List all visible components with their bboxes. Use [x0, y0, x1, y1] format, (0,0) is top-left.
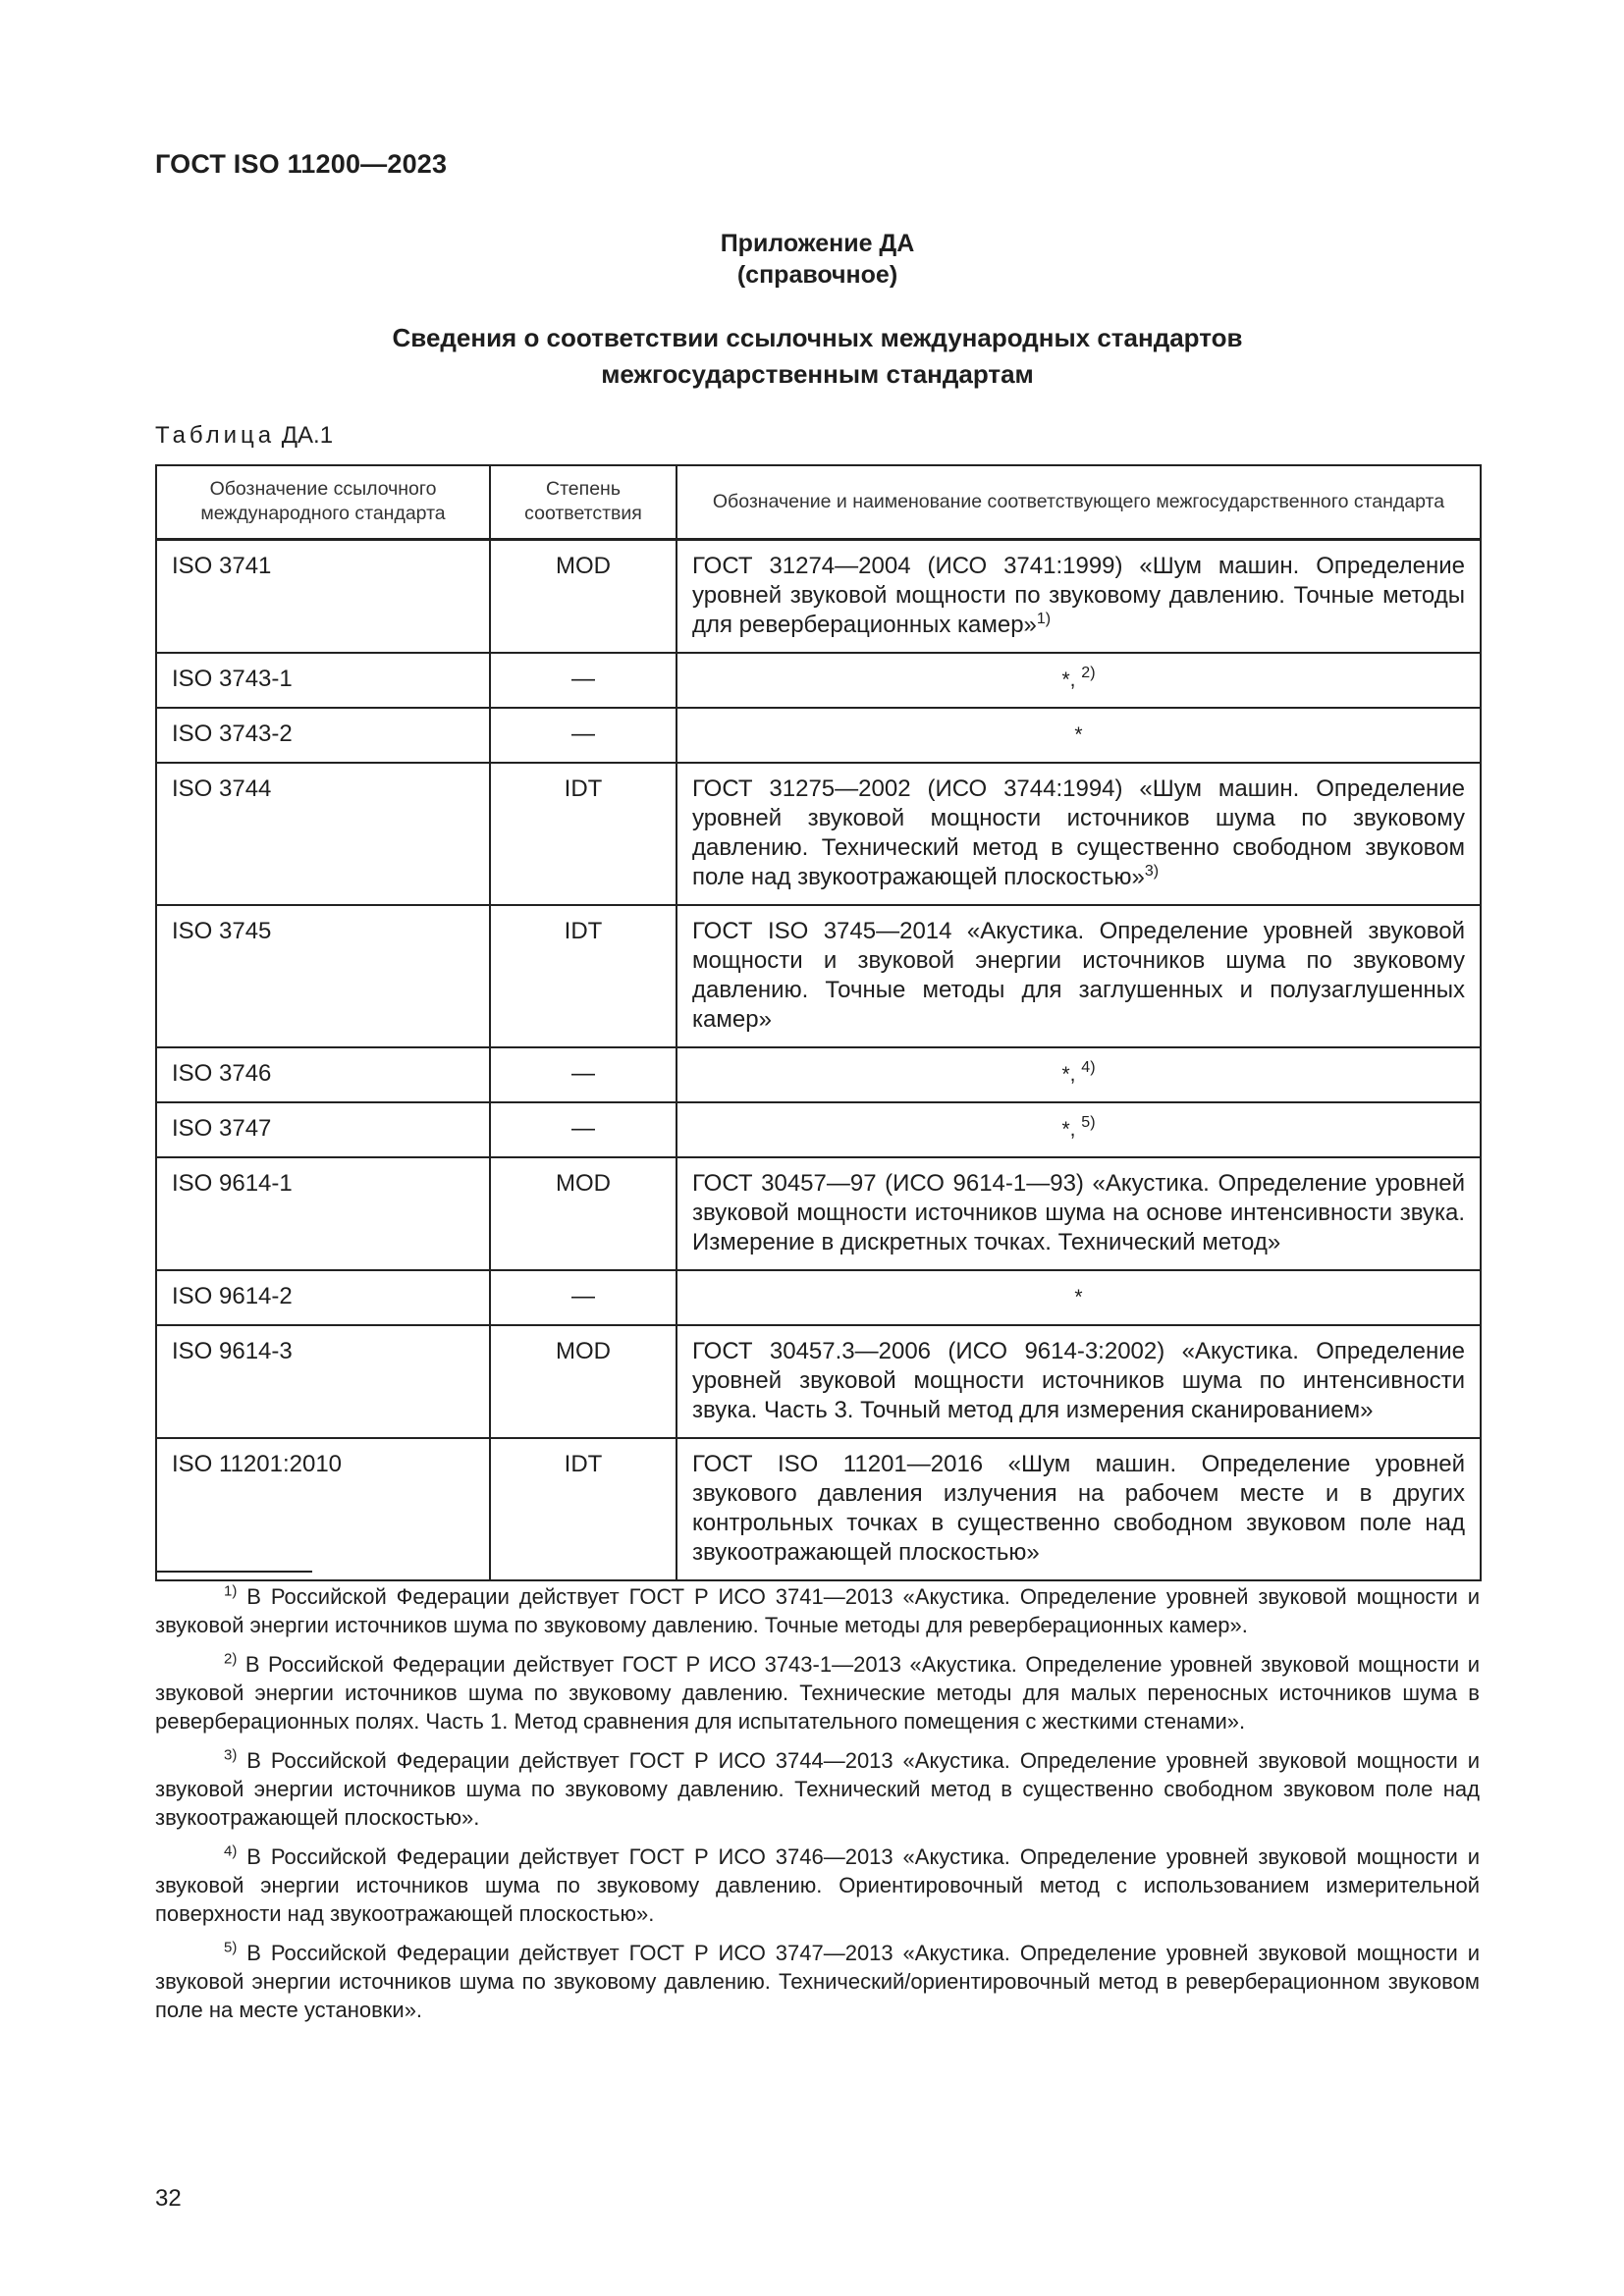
conformity-degree-cell: IDT [490, 905, 677, 1047]
interstate-standard-cell [677, 905, 1481, 1047]
footnote-mark: 1) [224, 1582, 238, 1600]
table-row [156, 763, 1481, 905]
conformity-degree-cell: — [490, 1102, 677, 1157]
footnote [155, 1842, 1480, 1928]
footnote-reference: 2) [1081, 665, 1096, 681]
conformity-degree-cell: — [490, 708, 677, 763]
footnote [155, 1939, 1480, 2024]
table-row [156, 708, 1481, 763]
table-row [156, 1438, 1481, 1580]
interstate-standard-name: ГОСТ 31274—2004 (ИСО 3741:1999) «Шум машин. Определение уровней звуковой мощности по звуковому давлению. Точные методы для реверберационных камер» [692, 553, 1465, 638]
footnote-reference: 4) [1081, 1059, 1096, 1076]
column-header-reference: Обозначение ссылочного международного стандарта [156, 465, 490, 540]
annex-title: Приложение ДА [720, 230, 915, 257]
reference-standard-cell: ISO 3741 [156, 540, 490, 654]
interstate-standard-cell [677, 1438, 1481, 1580]
reference-standard-cell: ISO 3744 [156, 763, 490, 905]
reference-standard-cell: ISO 9614-2 [156, 1270, 490, 1325]
annex-heading-line-2: межгосударственным стандартам [601, 359, 1034, 389]
table-row [156, 1047, 1481, 1102]
interstate-standard-name: ГОСТ 31275—2002 (ИСО 3744:1994) «Шум машин. Определение уровней звуковой мощности источников шума по звуковому давлению. Технический метод в существенно свободном звуковом поле над звукоотражающей плоскостью» [692, 775, 1465, 890]
table-row [156, 540, 1481, 654]
footnote-separator [155, 1571, 312, 1573]
footnote-text: В Российской Федерации действует ГОСТ Р ИСО 3743-1—2013 «Акустика. Определение уровней звуковой мощности и звуковой энергии источников шума по звуковому давлению. Технические методы для малых переносных источников шума в реверберационных полях. Часть 1. Метод сравнения для испытательного помещения с жесткими стенами». [155, 1652, 1480, 1734]
interstate-standard-cell [677, 540, 1481, 654]
interstate-standard-cell [677, 653, 1481, 708]
interstate-standard-cell [677, 1325, 1481, 1438]
table-caption [155, 422, 333, 450]
footnote-text: В Российской Федерации действует ГОСТ Р ИСО 3746—2013 «Акустика. Определение уровней звуковой мощности и звуковой энергии источников шума по звуковому давлению. Ориентировочный метод с использованием измерительной поверхности над звукоотражающей плоскостью». [155, 1844, 1480, 1926]
interstate-standard-name: ГОСТ 30457.3—2006 (ИСО 9614-3:2002) «Акустика. Определение уровней звуковой мощности источников шума по интенсивности звука. Часть 3. Точный метод для измерения сканированием» [692, 1338, 1465, 1423]
annex-heading-line-1: Сведения о соответствии ссылочных международных стандартов [392, 323, 1243, 352]
interstate-standard-cell [677, 1270, 1481, 1325]
interstate-standard-cell [677, 1102, 1481, 1157]
reference-standard-cell: ISO 3747 [156, 1102, 490, 1157]
interstate-standard-cell [677, 1047, 1481, 1102]
interstate-standard-name: *, [1061, 668, 1082, 691]
interstate-standard-name: ГОСТ ISO 11201—2016 «Шум машин. Определение уровней звукового давления излучения на рабочем месте и в других контрольных точках в существенно свободном звуковом поле над звукоотражающей плоскостью» [692, 1451, 1465, 1566]
annex-subtitle: (справочное) [736, 261, 898, 289]
conformity-degree-cell: — [490, 653, 677, 708]
column-header-interstate-standard: Обозначение и наименование соответствующего межгосударственного стандарта [677, 465, 1481, 540]
table-row [156, 1325, 1481, 1438]
footnote-mark: 5) [224, 1939, 238, 1956]
correspondence-table [155, 464, 1482, 1581]
annex-title-block [155, 228, 1480, 291]
footnote-text: В Российской Федерации действует ГОСТ Р ИСО 3747—2013 «Акустика. Определение уровней звуковой мощности и звуковой энергии источников шума по звуковому давлению. Технический/ориентировочный метод в реверберационном звуковом поле на месте установки». [155, 1941, 1480, 2022]
reference-standard-cell: ISO 3743-1 [156, 653, 490, 708]
table-caption-number: ДА.1 [281, 422, 334, 449]
conformity-degree-cell: IDT [490, 1438, 677, 1580]
table-caption-word: Таблица [155, 422, 276, 449]
reference-standard-cell: ISO 3743-2 [156, 708, 490, 763]
table-row [156, 653, 1481, 708]
table-row [156, 1102, 1481, 1157]
conformity-degree-cell: — [490, 1047, 677, 1102]
table-body [156, 540, 1481, 1581]
footnote [155, 1746, 1480, 1832]
interstate-standard-name: *, [1061, 1063, 1082, 1086]
footnote-mark: 4) [224, 1842, 238, 1860]
footnote-reference: 3) [1144, 863, 1160, 880]
footnote-mark: 2) [224, 1650, 238, 1668]
interstate-standard-name: * [1074, 1286, 1083, 1308]
footnote-text: В Российской Федерации действует ГОСТ Р ИСО 3741—2013 «Акустика. Определение уровней звуковой мощности и звуковой энергии источников шума по звуковому давлению. Точные методы для реверберационных камер». [155, 1584, 1480, 1637]
interstate-standard-name: * [1074, 723, 1083, 746]
table-row [156, 905, 1481, 1047]
interstate-standard-name: ГОСТ ISO 3745—2014 «Акустика. Определение уровней звуковой мощности и звуковой энергии источников шума по звуковому давлению. Точные методы для заглушенных и полузаглушенных камер» [692, 918, 1465, 1033]
table-header-row [156, 465, 1481, 540]
reference-standard-cell: ISO 3746 [156, 1047, 490, 1102]
conformity-degree-cell: IDT [490, 763, 677, 905]
conformity-degree-cell: MOD [490, 540, 677, 654]
reference-standard-cell: ISO 9614-1 [156, 1157, 490, 1270]
interstate-standard-cell [677, 763, 1481, 905]
table-row [156, 1270, 1481, 1325]
footnote-mark: 3) [224, 1746, 238, 1764]
reference-standard-cell: ISO 3745 [156, 905, 490, 1047]
document-header: ГОСТ ISO 11200—2023 [155, 149, 448, 179]
column-header-degree: Степень соответствия [490, 465, 677, 540]
footnote-reference: 5) [1081, 1114, 1096, 1131]
footnote-reference: 1) [1036, 611, 1052, 627]
footnote [155, 1582, 1480, 1639]
interstate-standard-cell [677, 1157, 1481, 1270]
footnote [155, 1650, 1480, 1735]
conformity-degree-cell: MOD [490, 1157, 677, 1270]
interstate-standard-cell [677, 708, 1481, 763]
interstate-standard-name: *, [1061, 1118, 1082, 1141]
footnotes [155, 1582, 1480, 2035]
footnote-text: В Российской Федерации действует ГОСТ Р ИСО 3744—2013 «Акустика. Определение уровней звуковой мощности и звуковой энергии источников шума по звуковому давлению. Технический метод в существенно свободном звуковом поле над звукоотражающей плоскостью». [155, 1748, 1480, 1830]
reference-standard-cell: ISO 9614-3 [156, 1325, 490, 1438]
annex-heading [155, 320, 1480, 393]
conformity-degree-cell: MOD [490, 1325, 677, 1438]
reference-standard-cell: ISO 11201:2010 [156, 1438, 490, 1580]
page-number: 32 [155, 2185, 182, 2212]
conformity-degree-cell: — [490, 1270, 677, 1325]
interstate-standard-name: ГОСТ 30457—97 (ИСО 9614-1—93) «Акустика. Определение уровней звуковой мощности источников шума на основе интенсивности звука. Измерение в дискретных точках. Технический метод» [692, 1170, 1465, 1255]
table-row [156, 1157, 1481, 1270]
